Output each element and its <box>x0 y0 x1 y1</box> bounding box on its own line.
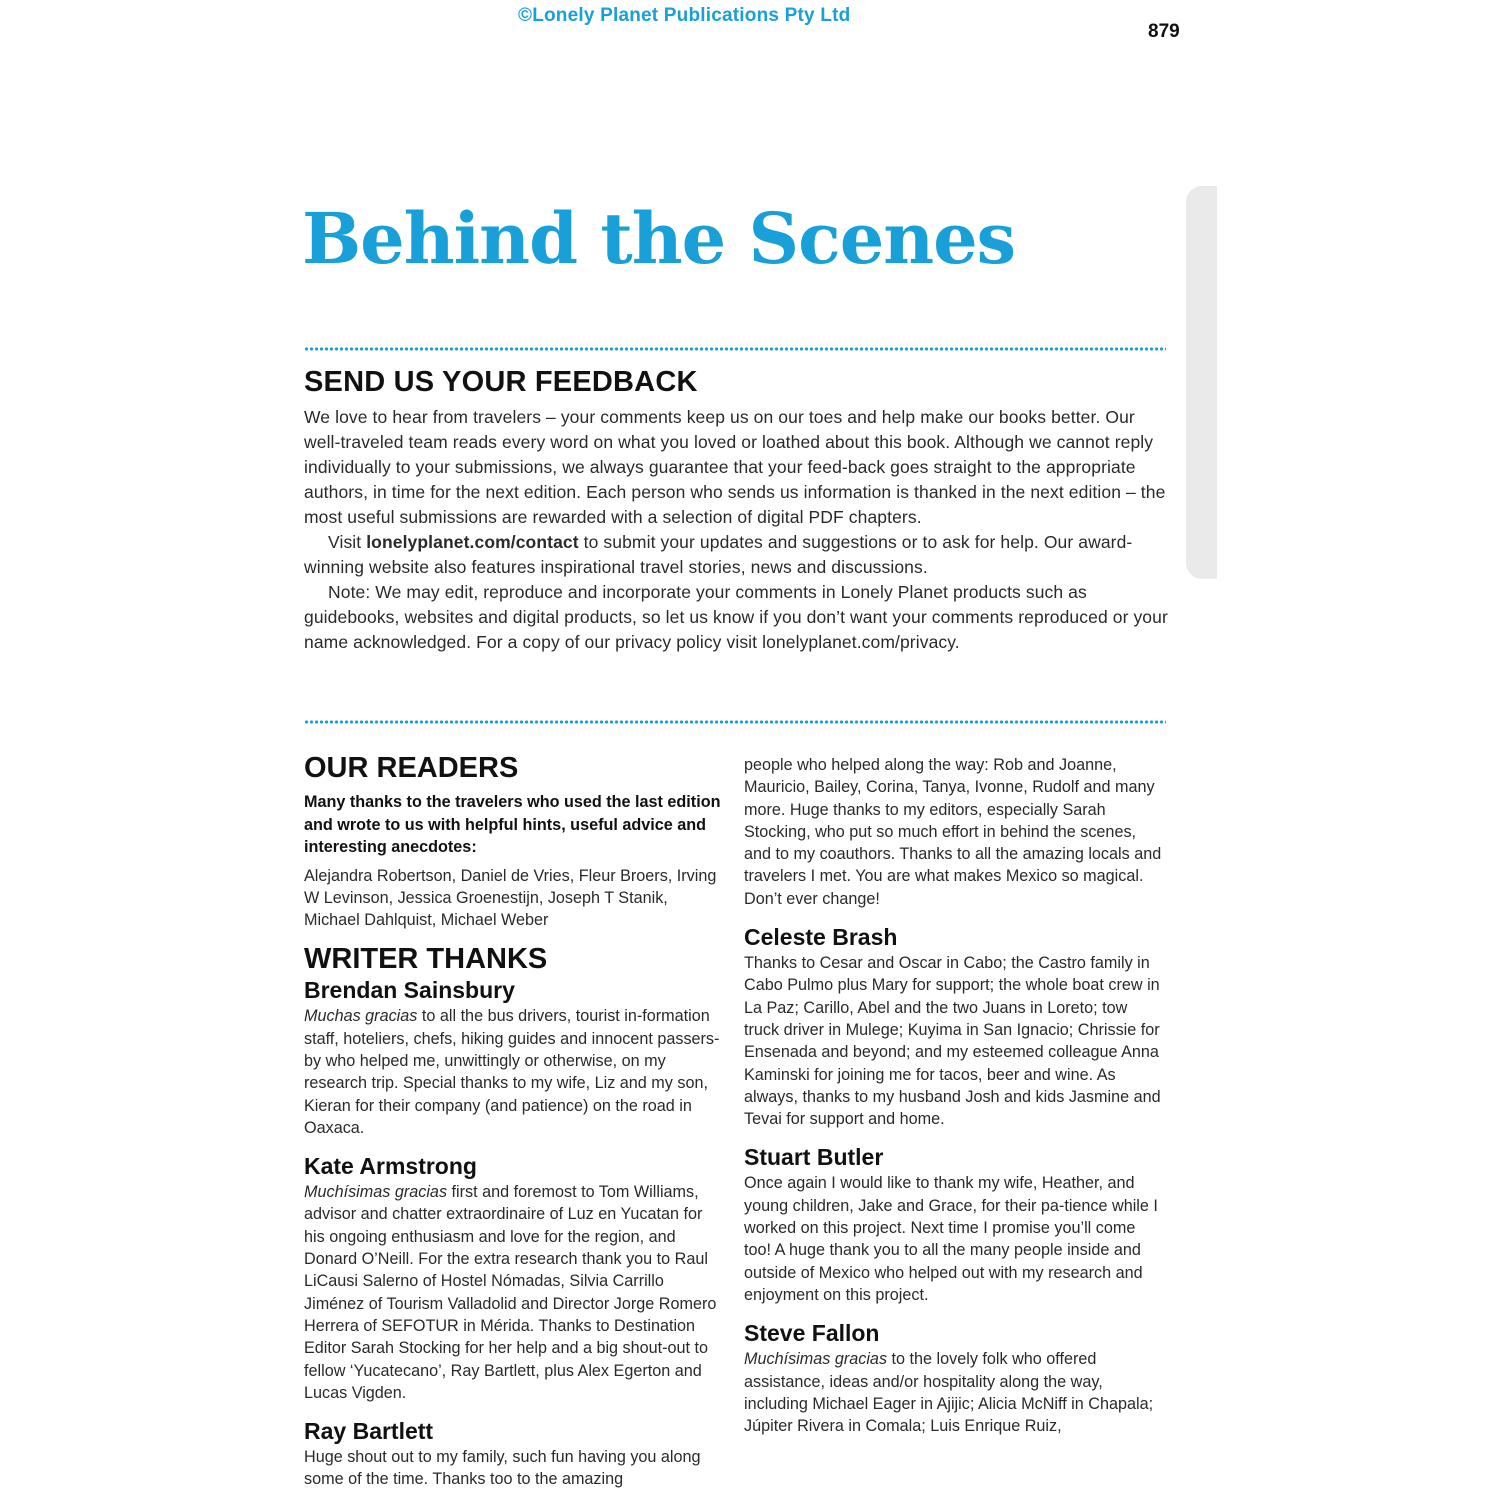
right-column <box>744 754 1166 1437</box>
feedback-note-paragraph: Note: We may edit, reproduce and incorporate your comments in Lonely Planet products such as guidebooks, websites and digital products, so let us know if you don’t want your comments reproduced or your name acknowledged. For a copy of our privacy policy visit lonelyplanet.com/privacy. <box>304 582 1168 652</box>
page-number: 879 <box>1148 21 1180 42</box>
feedback-section <box>304 366 1174 655</box>
feedback-paragraph: We love to hear from travelers – your comments keep us on our toes and help make our books better. Our well-traveled team reads every word on what you loved or loathed about this book. Although we cannot reply individually to your submissions, we always guarantee that your feed-back goes straight to the appropriate authors, in time for the next edition. Each person who sends us information is thanked in the next edition – the most useful submissions are rewarded with a selection of digital PDF chapters. <box>304 407 1166 527</box>
writer-thanks-ray: Huge shout out to my family, such fun having you along some of the time. Thanks too to the amazing <box>304 1448 701 1489</box>
writer-thanks-heading: WRITER THANKS <box>304 943 548 976</box>
writer-name-ray: Ray Bartlett <box>304 1418 434 1445</box>
italic-phrase: Muchas gracias <box>304 1007 418 1026</box>
page-title: Behind the Scenes <box>302 197 1016 280</box>
feedback-visit-paragraph <box>304 530 1174 580</box>
copyright-notice: ©Lonely Planet Publications Pty Ltd <box>518 5 851 26</box>
left-column <box>304 752 726 1491</box>
readers-lead: Many thanks to the travelers who used the last edition and wrote to us with helpful hints, useful advice and interesting anecdotes: <box>304 793 721 856</box>
dotted-divider <box>304 720 1166 724</box>
visit-text: Visit <box>328 532 367 552</box>
thanks-text: to all the bus drivers, tourist in-formation staff, hoteliers, chefs, hiking guides and innocent passers-by who helped me, unwittingly or otherwise, on my research trip. Special thanks to my wife, Liz and my son, Kieran for their company (and patience) on the road in Oaxaca. <box>304 1007 720 1137</box>
side-tab <box>1186 186 1217 579</box>
thanks-text: to the lovely folk who offered assistance, ideas and/or hospitality along the way, including Michael Eager in Ajijic; Alicia McNiff in Chapala; Júpiter Rivera in Comala; Luis Enrique Ruiz, <box>744 1350 1154 1436</box>
writer-name-celeste: Celeste Brash <box>744 924 898 951</box>
readers-heading: OUR READERS <box>304 752 519 784</box>
feedback-heading: SEND US YOUR FEEDBACK <box>304 366 698 398</box>
writer-name-stuart: Stuart Butler <box>744 1144 884 1171</box>
writer-name-steve: Steve Fallon <box>744 1320 880 1347</box>
writer-name-brendan: Brendan Sainsbury <box>304 977 515 1004</box>
visit-text-rest: to submit your updates and suggestions or to ask for help. Our award-winning website also features inspirational travel stories, news and discussions. <box>304 532 1133 577</box>
writer-thanks-ray-continued: people who helped along the way: Rob and Joanne, Mauricio, Bailey, Corina, Tanya, Ivonne, Rudolf and many more. Huge thanks to my editors, especially Sarah Stocking, who put so much effort in behind the scenes, and to my coauthors. Thanks to all the amazing locals and travelers I met. You are what makes Mexico so magical. Don’t ever change! <box>744 756 1162 908</box>
writer-thanks-brendan <box>304 1005 726 1139</box>
italic-phrase: Muchísimas gracias <box>744 1350 888 1369</box>
readers-names: Alejandra Robertson, Daniel de Vries, Fleur Broers, Irving W Levinson, Jessica Groenestijn, Joseph T Stanik, Michael Dahlquist, Michael Weber <box>304 866 717 930</box>
writer-name-kate: Kate Armstrong <box>304 1153 477 1180</box>
writer-thanks-kate <box>304 1181 726 1404</box>
writer-thanks-steve <box>744 1348 1166 1437</box>
italic-phrase: Muchísimas gracias <box>304 1183 448 1202</box>
contact-link[interactable]: lonelyplanet.com/contact <box>366 532 579 552</box>
thanks-text: first and foremost to Tom Williams, advisor and chatter extraordinaire of Luz en Yucatan for his ongoing enthusiasm and love for the region, and Donard O’Neill. For the extra research thank you to Raul LiCausi Salerno of Hostel Nómadas, Silvia Carrillo Jiménez of Tourism Valladolid and Director Jorge Romero Herrera of SEFOTUR in Mérida. Thanks to Destination Editor Sarah Stocking for her help and a big shout-out to fellow ‘Yucatecano’, Ray Bartlett, plus Alex Egerton and Lucas Vigden. <box>304 1183 717 1402</box>
dotted-divider <box>304 347 1166 351</box>
writer-thanks-celeste: Thanks to Cesar and Oscar in Cabo; the Castro family in Cabo Pulmo plus Mary for support; the whole boat crew in La Paz; Carillo, Abel and the two Juans in Loreto; tow truck driver in Mulege; Kuyima in San Ignacio; Chrissie for Ensenada and beyond; and my esteemed colleague Anna Kaminski for joining me for tacos, beer and wine. As always, thanks to my husband Josh and kids Jasmine and Tevai for support and home. <box>744 954 1161 1129</box>
writer-thanks-stuart: Once again I would like to thank my wife, Heather, and young children, Jake and Grace, for their pa-tience while I worked on this project. Next time I promise you’ll come too! A huge thank you to all the many people inside and outside of Mexico who helped out with my research and enjoyment on this project. <box>744 1174 1158 1304</box>
